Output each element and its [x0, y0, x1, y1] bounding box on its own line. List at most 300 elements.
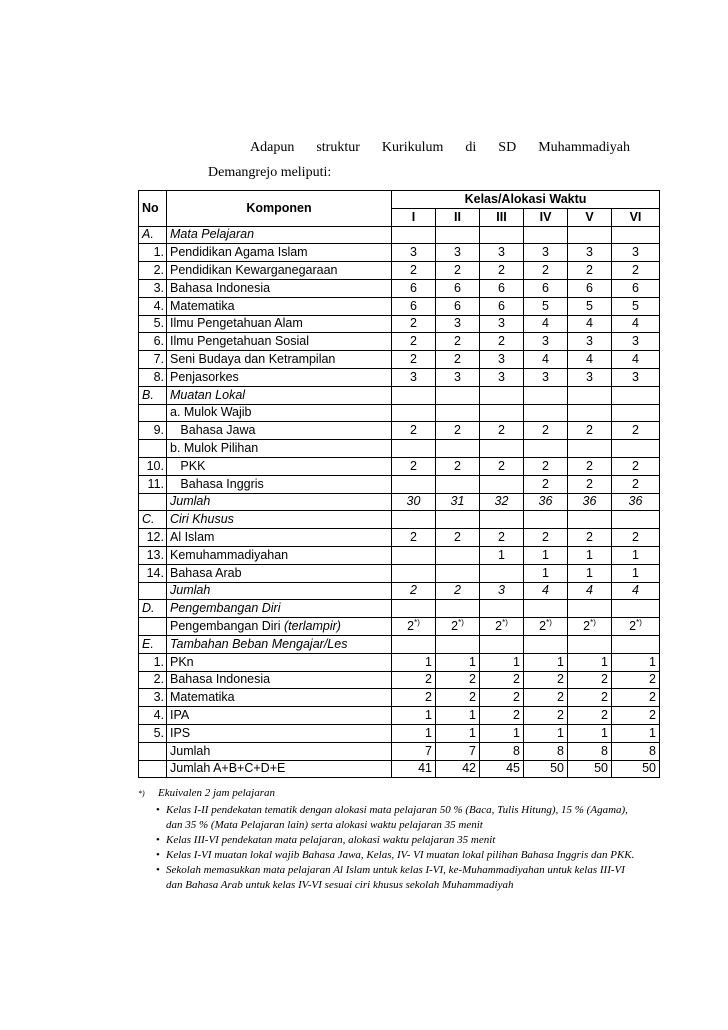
table-body [139, 226, 660, 778]
class-value: 2 [524, 262, 568, 280]
class-value: 3 [436, 244, 480, 262]
row-label: Bahasa Arab [167, 564, 392, 582]
class-value [392, 546, 436, 564]
class-value: 3 [480, 244, 524, 262]
footnote-marker: *) [138, 789, 145, 798]
class-value [392, 475, 436, 493]
class-value [436, 618, 480, 636]
class-value: 2 [612, 707, 660, 725]
footnotes [138, 786, 638, 893]
header-class: IV [524, 208, 568, 226]
class-value [612, 226, 660, 244]
class-value: 2 [568, 457, 612, 475]
table-row [139, 689, 660, 707]
class-value: 2 [436, 689, 480, 707]
row-label: Jumlah A+B+C+D+E [167, 760, 392, 778]
class-value: 3 [568, 244, 612, 262]
class-value: 2 [524, 529, 568, 547]
class-value: 50 [524, 760, 568, 778]
class-value: 6 [524, 279, 568, 297]
row-number: 14. [139, 564, 167, 582]
row-number: 1. [139, 653, 167, 671]
footnote-item: • Sekolah memasukkan mata pelajaran Al Islam untuk kelas I-VI, ke-Muhammadiyahan untuk kelas III-VI dan Bahasa Arab untuk kelas IV-VI sesuai ciri khusus sekolah Muhammadiyah [156, 863, 638, 893]
header-komponen: Komponen [167, 191, 392, 227]
class-value [568, 600, 612, 618]
class-value: 6 [612, 279, 660, 297]
class-value: 4 [524, 582, 568, 600]
class-value [568, 618, 612, 636]
class-value [480, 511, 524, 529]
table-row [139, 635, 660, 653]
class-value [524, 600, 568, 618]
row-number [139, 618, 167, 636]
row-label: Jumlah [167, 582, 392, 600]
class-value: 42 [436, 760, 480, 778]
class-value: 2 [436, 351, 480, 369]
row-label: Seni Budaya dan Ketrampilan [167, 351, 392, 369]
row-number: E. [139, 635, 167, 653]
class-value: 2 [436, 422, 480, 440]
class-value: 4 [568, 351, 612, 369]
table-row [139, 440, 660, 458]
class-value [392, 386, 436, 404]
class-value: 2 [436, 333, 480, 351]
class-value [480, 635, 524, 653]
row-number: 1. [139, 244, 167, 262]
class-value: 3 [436, 315, 480, 333]
footnote-list [138, 803, 638, 893]
class-value: 3 [612, 368, 660, 386]
table-row [139, 529, 660, 547]
row-number: 3. [139, 689, 167, 707]
header-class: I [392, 208, 436, 226]
row-number: 5. [139, 315, 167, 333]
class-value: 7 [436, 742, 480, 760]
class-value: 2 [568, 475, 612, 493]
class-value [568, 226, 612, 244]
class-value: 2 [612, 529, 660, 547]
class-value: 1 [392, 724, 436, 742]
table-row [139, 582, 660, 600]
header-class: VI [612, 208, 660, 226]
class-value: 7 [392, 742, 436, 760]
class-value: 1 [392, 653, 436, 671]
class-value [436, 475, 480, 493]
row-label: Ciri Khusus [167, 511, 392, 529]
row-label: IPA [167, 707, 392, 725]
class-value [612, 600, 660, 618]
table-row [139, 707, 660, 725]
table-row [139, 493, 660, 511]
class-value: 3 [612, 244, 660, 262]
class-value: 3 [568, 333, 612, 351]
class-value: 4 [524, 351, 568, 369]
footnote-item: • Kelas I-II pendekatan tematik dengan alokasi mata pelajaran 50 % (Baca, Tulis Hitung), 15 % (Agama), dan 35 % (Mata Pelajaran lain) serta alokasi waktu pelajaran 35 menit [156, 803, 638, 833]
class-value: 2 [480, 457, 524, 475]
header-class: III [480, 208, 524, 226]
class-value [392, 564, 436, 582]
value-text: 2 [495, 619, 503, 634]
class-value [392, 226, 436, 244]
row-number: 4. [139, 707, 167, 725]
row-number: C. [139, 511, 167, 529]
class-value: 36 [612, 493, 660, 511]
footnote-ref: *) [546, 617, 552, 627]
table-row [139, 244, 660, 262]
class-value: 6 [480, 297, 524, 315]
class-value [392, 618, 436, 636]
row-label: Bahasa Jawa [167, 422, 392, 440]
table-row [139, 600, 660, 618]
class-value: 2 [612, 422, 660, 440]
row-number: A. [139, 226, 167, 244]
table-row [139, 724, 660, 742]
class-value [612, 635, 660, 653]
class-value: 3 [568, 368, 612, 386]
class-value [436, 226, 480, 244]
footnote-item: • Kelas III-VI pendekatan mata pelajaran, alokasi waktu pelajaran 35 menit [156, 833, 638, 848]
row-number [139, 440, 167, 458]
row-label: Pendidikan Agama Islam [167, 244, 392, 262]
class-value: 1 [524, 653, 568, 671]
class-value: 2 [480, 333, 524, 351]
table-row [139, 564, 660, 582]
class-value: 2 [568, 689, 612, 707]
class-value [612, 511, 660, 529]
row-label: Bahasa Inggris [167, 475, 392, 493]
row-label: Kemuhammadiyahan [167, 546, 392, 564]
header-kelas-alokasi: Kelas/Alokasi Waktu [392, 191, 660, 209]
class-value: 4 [568, 315, 612, 333]
footnote-ref: *) [636, 617, 642, 627]
table-row [139, 546, 660, 564]
curriculum-table [138, 190, 660, 778]
class-value: 6 [436, 279, 480, 297]
row-label: Jumlah [167, 742, 392, 760]
class-value: 1 [480, 724, 524, 742]
table-row [139, 333, 660, 351]
class-value: 1 [612, 653, 660, 671]
row-number: 9. [139, 422, 167, 440]
class-value [612, 386, 660, 404]
class-value: 8 [480, 742, 524, 760]
class-value: 2 [392, 671, 436, 689]
class-value [480, 475, 524, 493]
class-value: 6 [436, 297, 480, 315]
row-number: 8. [139, 368, 167, 386]
row-number: 2. [139, 671, 167, 689]
class-value: 3 [524, 368, 568, 386]
footnote-item: • Kelas I-VI muatan lokal wajib Bahasa Jawa, Kelas, IV- VI muatan lokal pilihan Bahasa Inggris dan PKK. [156, 848, 638, 863]
class-value: 1 [612, 724, 660, 742]
table-row [139, 386, 660, 404]
class-value: 50 [568, 760, 612, 778]
class-value: 32 [480, 493, 524, 511]
class-value [436, 404, 480, 422]
row-label: Ilmu Pengetahuan Alam [167, 315, 392, 333]
class-value: 41 [392, 760, 436, 778]
class-value: 4 [612, 582, 660, 600]
row-number [139, 404, 167, 422]
class-value: 2 [480, 422, 524, 440]
class-value: 1 [436, 707, 480, 725]
class-value [524, 511, 568, 529]
row-label-text: Pengembangan Diri [170, 619, 281, 634]
class-value: 2 [612, 689, 660, 707]
class-value: 6 [568, 279, 612, 297]
class-value [524, 386, 568, 404]
class-value [392, 440, 436, 458]
class-value: 5 [612, 297, 660, 315]
class-value [568, 386, 612, 404]
class-value [524, 440, 568, 458]
class-value: 1 [568, 653, 612, 671]
class-value [480, 226, 524, 244]
table-row [139, 368, 660, 386]
table-row [139, 742, 660, 760]
class-value [568, 440, 612, 458]
header-no: No [139, 191, 167, 227]
row-label [167, 618, 392, 636]
class-value [436, 635, 480, 653]
class-value [612, 404, 660, 422]
row-label: b. Mulok Pilihan [167, 440, 392, 458]
class-value: 2 [392, 582, 436, 600]
class-value: 2 [612, 262, 660, 280]
class-value: 3 [524, 333, 568, 351]
class-value: 2 [436, 671, 480, 689]
class-value: 2 [480, 262, 524, 280]
row-number: 4. [139, 297, 167, 315]
footnote-equivalent: Ekuivalen 2 jam pelajaran [158, 787, 276, 799]
row-number: 10. [139, 457, 167, 475]
table-row [139, 422, 660, 440]
intro-word: Muhammadiyah [538, 140, 630, 155]
row-number: 6. [139, 333, 167, 351]
class-value [480, 618, 524, 636]
class-value: 1 [612, 546, 660, 564]
class-value: 1 [392, 707, 436, 725]
table-row [139, 760, 660, 778]
class-value: 2 [392, 262, 436, 280]
class-value [568, 404, 612, 422]
class-value [392, 511, 436, 529]
table-row [139, 457, 660, 475]
class-value: 2 [612, 475, 660, 493]
class-value: 3 [480, 368, 524, 386]
class-value: 2 [612, 457, 660, 475]
class-value: 1 [524, 724, 568, 742]
class-value: 2 [480, 671, 524, 689]
value-text: 2 [451, 619, 459, 634]
class-value: 2 [436, 582, 480, 600]
row-number [139, 582, 167, 600]
class-value: 2 [568, 422, 612, 440]
table-row [139, 262, 660, 280]
class-value: 2 [392, 351, 436, 369]
class-value: 6 [480, 279, 524, 297]
footnote-ref: *) [502, 617, 508, 627]
class-value: 4 [524, 315, 568, 333]
class-value: 3 [480, 351, 524, 369]
class-value [524, 226, 568, 244]
row-number: 7. [139, 351, 167, 369]
row-label: Matematika [167, 297, 392, 315]
row-number: 3. [139, 279, 167, 297]
class-value: 6 [392, 279, 436, 297]
class-value: 1 [568, 564, 612, 582]
class-value: 1 [524, 546, 568, 564]
class-value: 2 [436, 529, 480, 547]
value-text: 2 [539, 619, 547, 634]
class-value: 36 [524, 493, 568, 511]
row-label: Bahasa Indonesia [167, 671, 392, 689]
class-value: 2 [392, 422, 436, 440]
class-value: 2 [524, 457, 568, 475]
class-value: 50 [612, 760, 660, 778]
class-value [524, 618, 568, 636]
row-label: IPS [167, 724, 392, 742]
table-row [139, 315, 660, 333]
row-label: Tambahan Beban Mengajar/Les [167, 635, 392, 653]
class-value: 3 [480, 315, 524, 333]
row-label-note: (terlampir) [283, 619, 341, 634]
class-value: 2 [392, 315, 436, 333]
header-class: V [568, 208, 612, 226]
class-value: 30 [392, 493, 436, 511]
value-text: 2 [583, 619, 591, 634]
class-value: 36 [568, 493, 612, 511]
table-row [139, 297, 660, 315]
footnote-ref: *) [590, 617, 596, 627]
header-class: II [436, 208, 480, 226]
row-label: Mata Pelajaran [167, 226, 392, 244]
class-value [392, 635, 436, 653]
class-value: 5 [568, 297, 612, 315]
class-value: 31 [436, 493, 480, 511]
class-value: 8 [568, 742, 612, 760]
table-row [139, 618, 660, 636]
class-value: 2 [524, 671, 568, 689]
class-value: 2 [612, 671, 660, 689]
class-value: 2 [524, 707, 568, 725]
row-label: Penjasorkes [167, 368, 392, 386]
class-value [392, 404, 436, 422]
row-label: Matematika [167, 689, 392, 707]
class-value: 2 [392, 529, 436, 547]
class-value: 3 [612, 333, 660, 351]
row-number [139, 742, 167, 760]
row-label: Pendidikan Kewarganegaraan [167, 262, 392, 280]
class-value: 2 [436, 457, 480, 475]
class-value: 3 [524, 244, 568, 262]
class-value: 2 [392, 333, 436, 351]
footnote-ref: *) [414, 617, 420, 627]
class-value [436, 386, 480, 404]
class-value: 1 [524, 564, 568, 582]
class-value: 4 [568, 582, 612, 600]
class-value: 1 [436, 653, 480, 671]
class-value: 2 [524, 475, 568, 493]
table-row [139, 475, 660, 493]
class-value: 8 [524, 742, 568, 760]
row-label: Bahasa Indonesia [167, 279, 392, 297]
class-value: 2 [392, 457, 436, 475]
class-value: 2 [392, 689, 436, 707]
class-value: 2 [568, 707, 612, 725]
class-value [436, 440, 480, 458]
class-value: 3 [436, 368, 480, 386]
table-row [139, 279, 660, 297]
row-label: Muatan Lokal [167, 386, 392, 404]
table-row [139, 351, 660, 369]
class-value [524, 404, 568, 422]
class-value [392, 600, 436, 618]
intro-word: Adapun [250, 140, 295, 155]
class-value: 1 [568, 724, 612, 742]
class-value [480, 386, 524, 404]
intro-line-2: Demangrejo meliputi: [208, 165, 332, 180]
class-value: 1 [568, 546, 612, 564]
class-value: 3 [480, 582, 524, 600]
class-value: 2 [568, 262, 612, 280]
class-value [612, 440, 660, 458]
intro-line-1 [250, 140, 630, 156]
table-row [139, 226, 660, 244]
row-number: 5. [139, 724, 167, 742]
class-value: 4 [612, 315, 660, 333]
class-value [612, 618, 660, 636]
class-value: 1 [480, 653, 524, 671]
value-text: 2 [407, 619, 415, 634]
row-label: Pengembangan Diri [167, 600, 392, 618]
class-value: 2 [524, 689, 568, 707]
class-value [524, 635, 568, 653]
class-value: 3 [392, 368, 436, 386]
table-row [139, 671, 660, 689]
class-value: 2 [436, 262, 480, 280]
class-value [480, 600, 524, 618]
class-value [480, 440, 524, 458]
row-number [139, 760, 167, 778]
row-number [139, 493, 167, 511]
class-value [568, 511, 612, 529]
row-number: D. [139, 600, 167, 618]
class-value: 2 [480, 707, 524, 725]
class-value: 2 [568, 671, 612, 689]
class-value [568, 635, 612, 653]
class-value: 2 [524, 422, 568, 440]
table-row [139, 404, 660, 422]
class-value [480, 404, 524, 422]
class-value: 8 [612, 742, 660, 760]
row-number: 13. [139, 546, 167, 564]
row-label: Jumlah [167, 493, 392, 511]
class-value [436, 600, 480, 618]
class-value [436, 511, 480, 529]
intro-word: di [465, 140, 477, 155]
class-value: 2 [480, 529, 524, 547]
class-value [436, 564, 480, 582]
row-number: B. [139, 386, 167, 404]
class-value: 2 [568, 529, 612, 547]
row-number: 2. [139, 262, 167, 280]
row-label: Ilmu Pengetahuan Sosial [167, 333, 392, 351]
intro-word: Kurikulum [381, 140, 444, 155]
row-label: PKK [167, 457, 392, 475]
class-value: 1 [480, 546, 524, 564]
row-number: 11. [139, 475, 167, 493]
